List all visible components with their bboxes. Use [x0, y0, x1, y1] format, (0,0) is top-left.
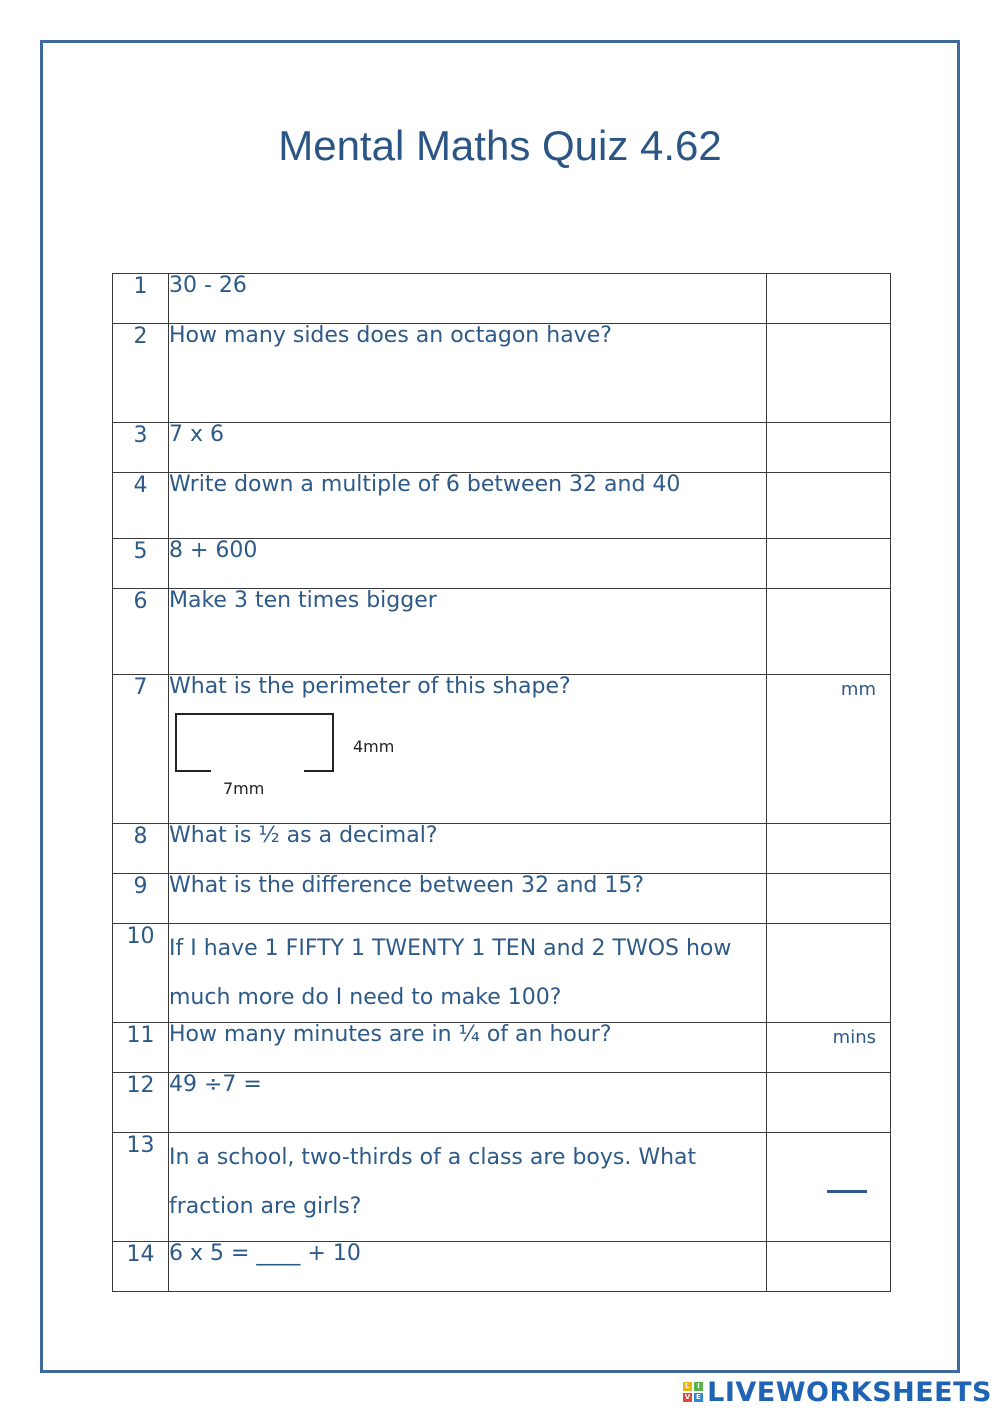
unit-label: mm [840, 679, 876, 700]
answer-box[interactable] [767, 1023, 891, 1073]
table-row [113, 1073, 891, 1133]
table-row [113, 874, 891, 924]
question-text: 7 x 6 [169, 423, 767, 473]
table-row [113, 589, 891, 675]
rectangle-shape [175, 713, 334, 772]
answer-box[interactable] [767, 423, 891, 473]
table-row [113, 1023, 891, 1073]
question-text: What is ½ as a decimal? [169, 824, 767, 874]
table-row [113, 324, 891, 423]
answer-box[interactable] [767, 274, 891, 324]
side-length-label: 4mm [353, 737, 395, 756]
question-text: Make 3 ten times bigger [169, 589, 767, 675]
page-title: Mental Maths Quiz 4.62 [278, 122, 722, 169]
logo-icon: L I V E [684, 1382, 702, 1401]
question-text: 49 ÷7 = [169, 1073, 767, 1133]
question-number: 6 [113, 589, 169, 675]
answer-box[interactable] [767, 874, 891, 924]
answer-box[interactable] [767, 1073, 891, 1133]
question-number: 5 [113, 539, 169, 589]
table-row [113, 423, 891, 473]
liveworksheets-logo [683, 1377, 992, 1407]
answer-box[interactable] [767, 924, 891, 1023]
question-number: 14 [113, 1242, 169, 1292]
answer-box[interactable] [767, 824, 891, 874]
question-text: 6 x 5 = ____ + 10 [169, 1242, 767, 1292]
question-number: 3 [113, 423, 169, 473]
question-number: 13 [113, 1133, 169, 1242]
table-row [113, 675, 891, 824]
table-row [113, 1242, 891, 1292]
question-text: Write down a multiple of 6 between 32 and 40 [169, 473, 767, 539]
answer-box[interactable] [767, 473, 891, 539]
question-text: What is the perimeter of this shape? 4mm 7mm [169, 675, 767, 824]
question-number: 2 [113, 324, 169, 423]
question-number: 10 [113, 924, 169, 1023]
question-text: If I have 1 FIFTY 1 TWENTY 1 TEN and 2 TWOS how much more do I need to make 100? [169, 924, 767, 1023]
table-row [113, 473, 891, 539]
table-row [113, 539, 891, 589]
question-number: 1 [113, 274, 169, 324]
question-text: What is the difference between 32 and 15? [169, 874, 767, 924]
bottom-length-label: 7mm [223, 779, 265, 798]
question-text: 30 - 26 [169, 274, 767, 324]
question-text: 8 + 600 [169, 539, 767, 589]
table-row [113, 924, 891, 1023]
logo-text: LIVEWORKSHEETS [707, 1376, 992, 1408]
table-row [113, 274, 891, 324]
fraction-bar [827, 1190, 867, 1193]
question-text: How many sides does an octagon have? [169, 324, 767, 423]
answer-box[interactable] [767, 1133, 891, 1242]
table-row [113, 1133, 891, 1242]
rectangle-diagram [169, 699, 766, 799]
answer-box[interactable] [767, 1242, 891, 1292]
question-text: In a school, two-thirds of a class are boys. What fraction are girls? [169, 1133, 767, 1242]
question-number: 9 [113, 874, 169, 924]
answer-box[interactable] [767, 589, 891, 675]
answer-box[interactable] [767, 539, 891, 589]
question-number: 4 [113, 473, 169, 539]
question-number: 11 [113, 1023, 169, 1073]
answer-box[interactable] [767, 675, 891, 824]
unit-label: mins [832, 1027, 876, 1048]
question-number: 8 [113, 824, 169, 874]
question-number: 12 [113, 1073, 169, 1133]
question-text: How many minutes are in ¼ of an hour? [169, 1023, 767, 1073]
quiz-table [112, 273, 891, 1292]
answer-box[interactable] [767, 324, 891, 423]
rectangle-edge [304, 770, 332, 772]
rectangle-edge [175, 770, 211, 772]
question-number: 7 [113, 675, 169, 824]
table-row [113, 824, 891, 874]
